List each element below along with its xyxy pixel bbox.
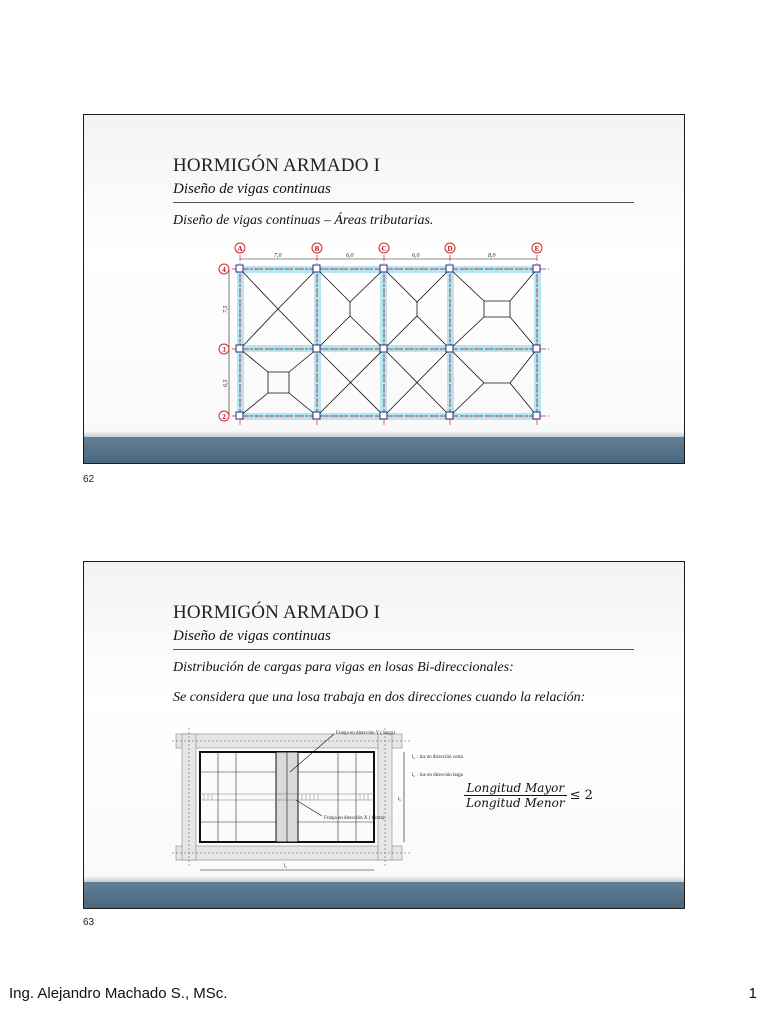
two-way-slab-figure: [172, 728, 463, 880]
span-label-de: 8,0: [488, 253, 496, 259]
label-x-strip: Franja en dirección X ( Corta): [324, 816, 385, 821]
slide-title: HORMIGÓN ARMADO I: [173, 155, 381, 176]
dim-la-sub: a: [285, 865, 287, 869]
label-lb-sub: b: [413, 774, 416, 778]
label-y-strip: Franja en dirección Y ( larga): [336, 731, 395, 736]
label-la-text: : luz en dirección corta: [416, 755, 463, 760]
title-divider: [173, 649, 634, 650]
svg-text:la: luz en dirección corta: [412, 755, 464, 760]
label-lb-text: : luz en dirección larga: [417, 773, 463, 778]
label-la-symbol: l: [412, 755, 414, 760]
slide-heading: Distribución de cargas para vigas en losas Bi-direccionales:: [173, 660, 514, 675]
svg-text:la: [284, 864, 287, 869]
span-ratio-formula: [464, 781, 593, 810]
slide-subtitle: Diseño de vigas continuas: [173, 181, 331, 197]
label-la-sub: a: [413, 756, 415, 760]
span-label-32: 6,5: [223, 379, 229, 387]
span-label-bc: 6,0: [346, 253, 354, 259]
axis-label-d: D: [447, 245, 453, 253]
slide-subtitle: Diseño de vigas continuas: [173, 628, 331, 644]
dim-lb-sub: b: [399, 798, 402, 802]
dim-lb-symbol: l: [398, 797, 400, 802]
axis-label-b: B: [314, 245, 320, 253]
tributary-area-plan: [84, 241, 686, 441]
slide-footer-band: [84, 437, 684, 463]
slide-62: [83, 114, 685, 464]
label-lb-symbol: l: [412, 773, 414, 778]
axis-label-c: C: [381, 245, 387, 253]
page-author: Ing. Alejandro Machado S., MSc.: [9, 985, 228, 1002]
span-label-43: 7,5: [223, 305, 229, 313]
axis-label-a: A: [237, 245, 243, 253]
span-label-ab: 7,0: [274, 253, 282, 259]
formula-relation: ≤ 2: [569, 788, 593, 803]
axis-label-4: 4: [222, 266, 226, 274]
slide-footer-band: [84, 882, 684, 908]
formula-denominator: Longitud Menor: [466, 796, 565, 810]
slide-63: [83, 561, 685, 909]
axis-label-e: E: [534, 245, 540, 253]
slide-body-text: Se considera que una losa trabaja en dos direcciones cuando la relación:: [173, 690, 586, 705]
span-label-cd: 6,0: [412, 253, 420, 259]
axis-label-3: 3: [222, 346, 226, 354]
slide-title: HORMIGÓN ARMADO I: [173, 602, 381, 623]
page-number: 1: [748, 985, 757, 1002]
slide-number: 62: [83, 474, 95, 485]
dim-la-symbol: l: [284, 864, 286, 869]
svg-text:lb: [398, 797, 401, 802]
slide-number: 63: [83, 917, 95, 928]
axis-label-2: 2: [222, 413, 226, 421]
svg-text:lb: luz en dirección larga: [412, 773, 464, 778]
slide-heading: Diseño de vigas continuas – Áreas tributarias.: [173, 213, 434, 228]
title-divider: [173, 202, 634, 203]
formula-numerator: Longitud Mayor: [464, 781, 567, 796]
